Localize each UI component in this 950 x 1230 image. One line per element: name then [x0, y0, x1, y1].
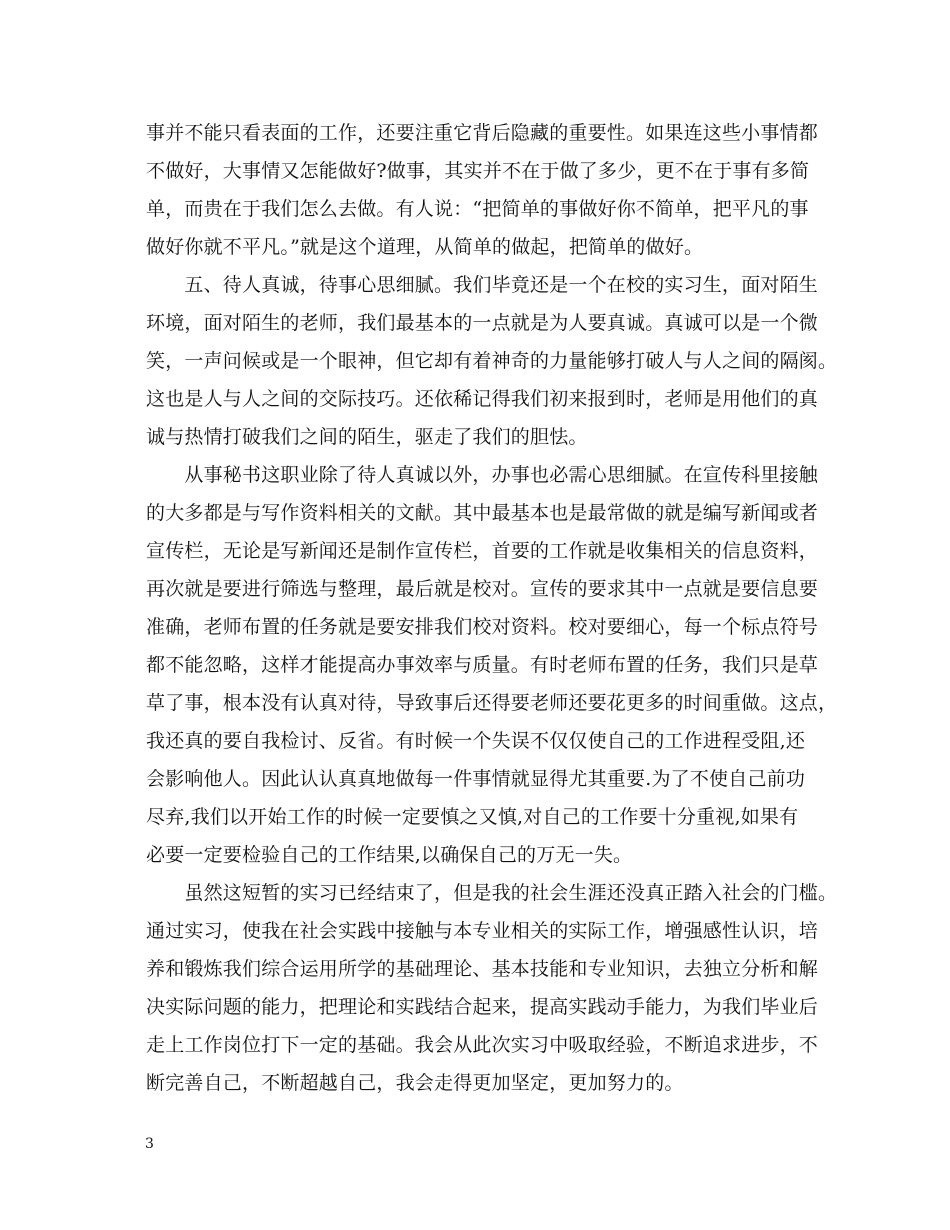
page-number: 3: [145, 1136, 154, 1152]
text-line: 再次就是要进行筛选与整理，最后就是校对。宣传的要求其中一点就是要信息要: [146, 578, 819, 600]
text-line: 笑，一声问候或是一个眼神，但它却有着神奇的力量能够打破人与人之间的隔阂。: [146, 350, 838, 372]
text-line: 断完善自己，不断超越自己，我会走得更加坚定，更加努力的。: [146, 1072, 684, 1094]
text-line: 走上工作岗位打下一定的基础。我会从此次实习中吸取经验，不断追求进步，不: [146, 1034, 819, 1056]
text-line: 通过实习，使我在社会实践中接触与本专业相关的实际工作，增强感性认识，培: [146, 920, 819, 942]
text-line: 虽然这短暂的实习已经结束了，但是我的社会生涯还没真正踏入社会的门槛。: [146, 882, 838, 904]
text-line: 这也是人与人之间的交际技巧。还依稀记得我们初来报到时，老师是用他们的真: [146, 388, 819, 410]
text-line: 养和锻炼我们综合运用所学的基础理论、基本技能和专业知识，去独立分析和解: [146, 958, 819, 980]
text-line: 尽弃,我们以开始工作的时候一定要慎之又慎,对自己的工作要十分重视,如果有: [146, 806, 799, 828]
text-line: 都不能忽略，这样才能提高办事效率与质量。有时老师布置的任务，我们只是草: [146, 654, 819, 676]
text-line: 我还真的要自我检讨、反省。有时候一个失误不仅仅使自己的工作进程受阻,还: [146, 730, 806, 752]
text-line: 单，而贵在于我们怎么去做。有人说：“把简单的事做好你不简单，把平凡的事: [146, 198, 809, 220]
text-line: 不做好，大事情又怎能做好?做事，其实并不在于做了多少，更不在于事有多简: [146, 160, 810, 182]
text-line: 从事秘书这职业除了待人真诚以外，办事也必需心思细腻。在宣传科里接触: [146, 464, 819, 486]
text-line: 草了事，根本没有认真对待，导致事后还得要老师还要花更多的时间重做。这点，: [146, 692, 838, 714]
text-line: 环境，面对陌生的老师，我们最基本的一点就是为人要真诚。真诚可以是一个微: [146, 312, 819, 334]
text-line: 必要一定要检验自己的工作结果,以确保自己的万无一失。: [146, 844, 633, 866]
text-line: 五、待人真诚，待事心思细腻。我们毕竟还是一个在校的实习生，面对陌生: [146, 274, 819, 296]
text-line: 事并不能只看表面的工作，还要注重它背后隐藏的重要性。如果连这些小事情都: [146, 122, 819, 144]
text-line: 会影响他人。因此认认真真地做每一件事情就显得尤其重要.为了不使自己前功: [146, 768, 806, 790]
text-line: 做好你就不平凡。”就是这个道理，从简单的做起，把简单的做好。: [146, 236, 704, 258]
text-line: 的大多都是与写作资料相关的文献。其中最基本也是最常做的就是编写新闻或者: [146, 502, 819, 524]
text-line: 准确，老师布置的任务就是要安排我们校对资料。校对要细心，每一个标点符号: [146, 616, 819, 638]
text-line: 决实际问题的能力，把理论和实践结合起来，提高实践动手能力，为我们毕业后: [146, 996, 819, 1018]
text-line: 诚与热情打破我们之间的陌生，驱走了我们的胆怯。: [146, 426, 588, 448]
text-line: 宣传栏，无论是写新闻还是制作宣传栏，首要的工作就是收集相关的信息资料，: [146, 540, 819, 562]
body-text: [146, 114, 838, 1102]
